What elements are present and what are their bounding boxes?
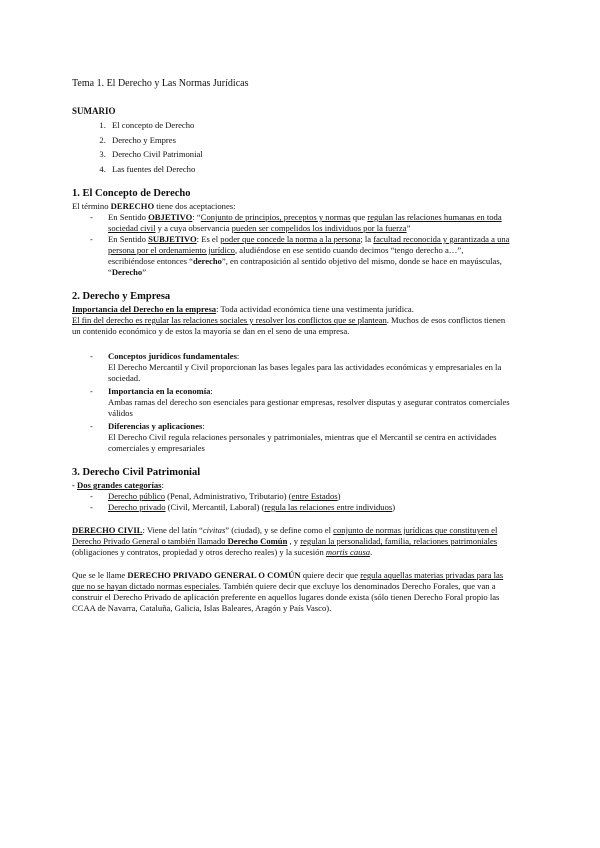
derecho-privado-general-paragraph: Que se le llame DERECHO PRIVADO GENERAL O COMÚN quiere decir que regula aquellas materias privadas para las que no se hayan dictado normas especiales. También quiere decir que excluye los denominados Derecho Forales, que van a construir el Derecho Privado de aplicación preferente en aquellos lugares donde exista (sólo tienen Derecho Foral propio las CCAA de Navarra, Cataluña, Galicia, Islas Baleares, Aragón y País Vasco).: [72, 570, 504, 613]
section-2-item: - Conceptos jurídicos fundamentales: El Derecho Mercantil y Civil proporcionan las bases legales para las actividades económicas y empresariales en la sociedad.: [72, 351, 512, 384]
sumario-list: [72, 118, 512, 176]
section-1-list: [72, 212, 512, 278]
sumario-item: 3. Derecho Civil Patrimonial: [108, 147, 512, 162]
sumario-item: 4. Las fuentes del Derecho: [108, 162, 512, 177]
section-2-item: - Diferencias y aplicaciones: El Derecho Civil regula relaciones personales y patrimoniales, mientras que el Mercantil se centra en actividades comerciales y empresariales: [72, 421, 512, 454]
section-2-list: [72, 351, 512, 454]
category-item: - Derecho privado (Civil, Mercantil, Laboral) (regula las relaciones entre individuos): [72, 502, 512, 513]
sumario-heading: SUMARIO: [72, 106, 116, 116]
section-3-heading: 3. Derecho Civil Patrimonial: [72, 467, 201, 478]
sentido-objetivo-item: - En Sentido OBJETIVO: “Conjunto de principios, preceptos y normas que regulan las relaciones humanas en toda sociedad civil y a cuya observancia pueden ser compelidos los individuos por la fuerza”: [72, 212, 512, 234]
derecho-civil-paragraph: DERECHO CIVIL: Viene del latín “civitas” (ciudad), y se define como el conjunto de normas jurídicas que constituyen el Derecho Privado General o también llamado Derecho Común , y regulan la personalidad, familia, relaciones patrimoniales (obligaciones y contratos, propiedad y otros derecho reales) y la sucesión mortis causa.: [72, 525, 498, 557]
categories-list: [72, 491, 512, 513]
section-1-heading: 1. El Concepto de Derecho: [72, 188, 191, 199]
sumario-block: [72, 106, 512, 176]
section-2-heading: 2. Derecho y Empresa: [72, 291, 171, 302]
sumario-item: 1. El concepto de Derecho: [108, 118, 512, 133]
category-item: - Derecho público (Penal, Administrativo, Tributario) (entre Estados): [72, 491, 512, 502]
section-2-item: - Importancia en la economía: Ambas ramas del derecho son esenciales para gestionar empresas, resolver disputas y asegurar contratos comerciales válidos: [72, 386, 512, 419]
section-2-importance: Importancia del Derecho en la empresa: Toda actividad económica tiene una vestimenta jurídica.: [72, 304, 414, 314]
section-2-paragraph: El fin del derecho es regular las relaciones sociales y resolver los conflictos que se plantean. Muchos de esos conflictos tienen un contenido económico y de estos la mayoría se dan en el seno de una empresa.: [72, 315, 506, 336]
sumario-item: 2. Derecho y Empres: [108, 133, 512, 148]
sentido-subjetivo-item: - En Sentido SUBJETIVO: Es el poder que concede la norma a la persona; la facultad reconocida y garantizada a una persona por el ordenamiento jurídico, aludiéndose en ese sentido cuando decimos “tengo derecho a…”, escribiéndose entonces “derecho”, en contraposición al sentido objetivo del mismo, donde se hace en mayúsculas, “Derecho”: [72, 234, 512, 278]
section-1-intro: El término DERECHO tiene dos aceptaciones:: [72, 201, 236, 211]
categories-label: - Dos grandes categorías:: [72, 480, 164, 490]
document-title: Tema 1. El Derecho y Las Normas Jurídicas: [72, 78, 249, 89]
